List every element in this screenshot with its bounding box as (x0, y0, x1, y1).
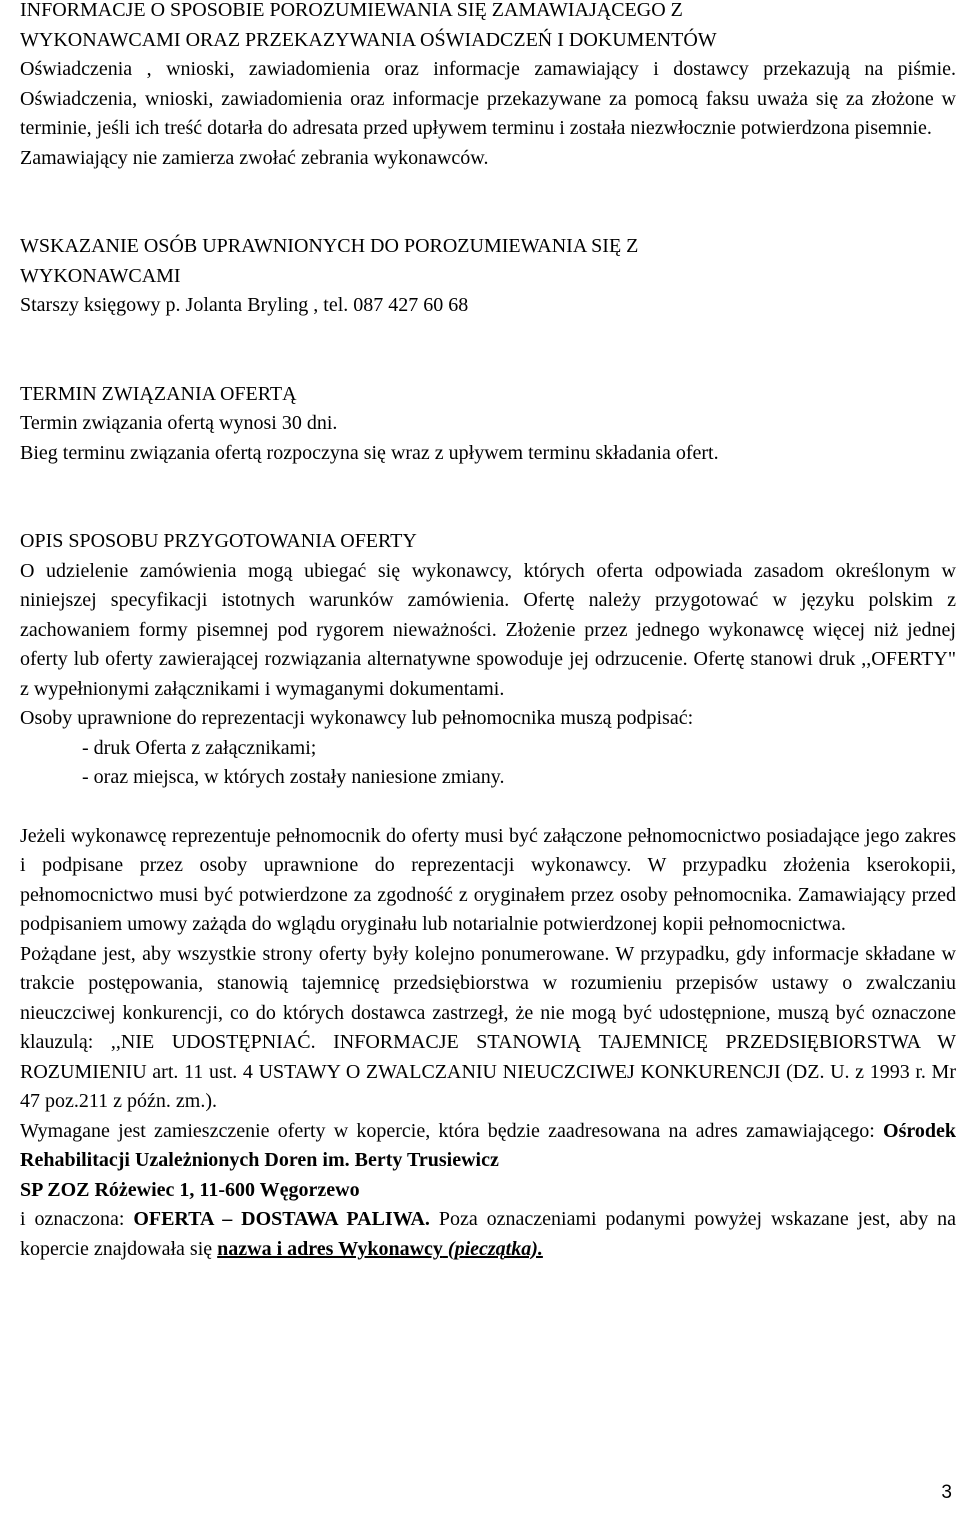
contractor-name-address: nazwa i adres Wykonawcy (217, 1237, 443, 1260)
section-offer-validity (20, 380, 956, 469)
power-of-attorney-paragraph: Jeżeli wykonawcę reprezentuje pełnomocnik do oferty musi być załączone pełnomocnictwo posiadające jego zakres i podpisane przez osoby uprawnione do reprezentacji wykonawcy. W przypadku złożenia kserokopii, pełnomocnictwo musi być potwierdzone za zgodność z oryginałem przez osoby pełnomocnika. Zamawiający przed podpisaniem umowy zażąda do wglądu oryginału lub notarialnie potwierdzonej kopii pełnomocnictwa. (20, 824, 956, 935)
heading-line: WYKONAWCAMI (20, 264, 181, 287)
heading-line: WSKAZANIE OSÓB UPRAWNIONYCH DO POROZUMIEWANIA SIĘ Z (20, 235, 639, 257)
section-heading (20, 232, 956, 291)
confidentiality-paragraph: Pożądane jest, aby wszystkie strony oferty były kolejno ponumerowane. W przypadku, gdy informacje składane w trakcie postępowania, stanowią tajemnicę przedsiębiorstwa w rozumieniu przepisów ustawy o zwalczaniu nieuczciwej konkurencji, co do których dostawca zastrzegł, że nie mogą być udostępnione, muszą być oznaczone klauzulą: ,,NIE UDOSTĘPNIAĆ. INFORMACJE STANOWIĄ TAJEMNICĘ PRZEDSIĘBIORSTWA W ROZUMIENIU art. 11 ust. 4 USTAWY O ZWALCZANIU NIEUCZCIWEJ KONKURENCJI (DZ. U. z 1993 r. Mr 47 poz.211 z późn. zm.). (20, 942, 956, 1112)
contact-person: Starszy księgowy p. Jolanta Bryling , tel. 087 427 60 68 (20, 294, 469, 316)
section-authorized-persons (20, 232, 956, 321)
marking-label: OFERTA – DOSTAWA PALIWA. (133, 1208, 430, 1230)
communication-note: Zamawiający nie zamierza zwołać zebrania wykonawców. (20, 146, 489, 169)
document-page (20, 0, 956, 1264)
envelope-address-line2: SP ZOZ Różewiec 1, 11-600 Węgorzewo (20, 1178, 360, 1201)
marking-intro: i oznaczona: (20, 1208, 125, 1230)
preparation-paragraph: O udzielenie zamówienia mogą ubiegać się wykonawcy, których oferta odpowiada zasadom określonym w niniejszej specyfikacji istotnych warunków zamówienia. Ofertę należy przygotować w języku polskim z zachowaniem formy pisemnej pod rygorem nieważności. Złożenie przez jednego wykonawcę więcej niż jednej oferty lub oferty zawierającej rozwiązania alternatywne spowoduje jej odrzucenie. Ofertę stanowi druk ,,OFERTY" z wypełnionymi załącznikami i wymaganymi dokumentami. (20, 559, 956, 700)
envelope-marking-paragraph (20, 1205, 956, 1264)
heading-line: INFORMACJE O SPOSOBIE POROZUMIEWANIA SIĘ ZAMAWIAJĄCEGO Z (20, 0, 683, 21)
validity-line: Termin związania ofertą wynosi 30 dni. (20, 412, 338, 434)
section-offer-preparation (20, 527, 956, 1264)
signers-item: - oraz miejsca, w których zostały naniesione zmiany. (82, 766, 505, 788)
validity-line: Bieg terminu związania ofertą rozpoczyna się wraz z upływem terminu składania ofert. (20, 441, 719, 464)
envelope-intro: Wymagane jest zamieszczenie oferty w kopercie, która będzie zaadresowana na adres zamawiającego: (20, 1119, 875, 1142)
envelope-paragraph (20, 1117, 956, 1206)
section-heading: OPIS SPOSOBU PRZYGOTOWANIA OFERTY (20, 530, 417, 552)
envelope-address-line1: Ośrodek Rehabilitacji Uzależnionych Doren im. Berty Trusiewicz (20, 1119, 957, 1171)
section-heading: TERMIN ZWIĄZANIA OFERTĄ (20, 382, 297, 405)
section-communication (20, 0, 956, 173)
communication-paragraph: Oświadczenia , wnioski, zawiadomienia oraz informacje zamawiający i dostawcy przekazują na piśmie. Oświadczenia, wnioski, zawiadomienia oraz informacje przekazywane za pomocą faksu uważa się za złożone w terminie, jeśli ich treść dotarła do adresata przed upływem terminu i została niezwłocznie potwierdzona pisemnie. (20, 58, 956, 139)
marking-note: Poza oznaczeniami podanymi powyżej wskazane jest, aby na kopercie znajdowała się (20, 1208, 956, 1260)
contractor-stamp: (pieczątka). (447, 1237, 543, 1260)
signers-intro: Osoby uprawnione do reprezentacji wykonawcy lub pełnomocnika muszą podpisać: (20, 707, 694, 729)
signers-item: - druk Oferta z załącznikami; (82, 736, 317, 759)
heading-line: WYKONAWCAMI ORAZ PRZEKAZYWANIA OŚWIADCZEŃ I DOKUMENTÓW (20, 28, 717, 51)
page-number: 3 (941, 1482, 952, 1503)
section-heading (20, 0, 956, 55)
